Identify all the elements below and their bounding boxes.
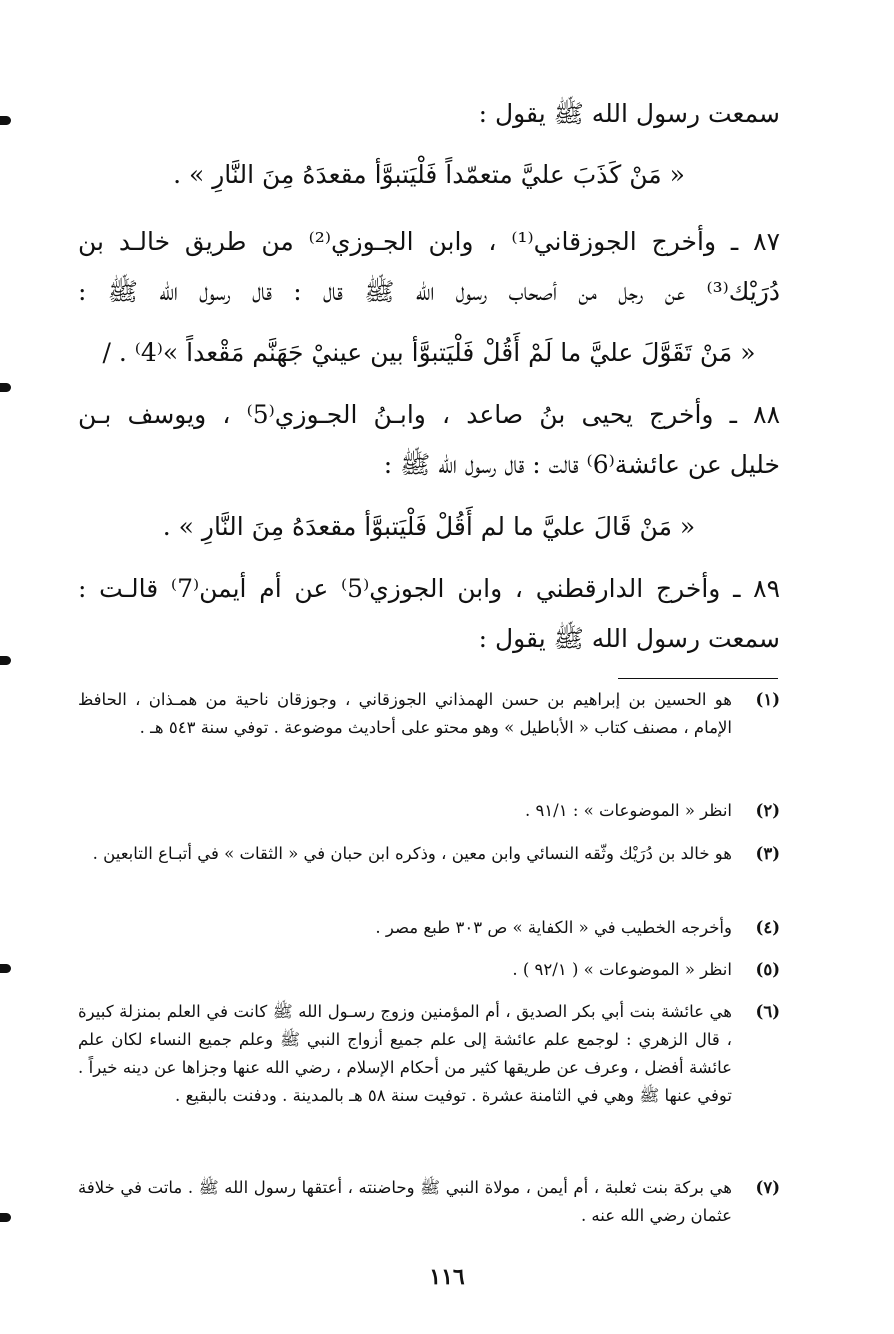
footnote [78, 998, 780, 1110]
footnote-number: (٦) [755, 1002, 780, 1021]
footnote-number: (٢) [755, 801, 780, 820]
footnote-text: هو خالد بن دُرَيْك وثّقه النسائي وابن معين ، وذكره ابن حبان في « الثقات » في أتبـاع التابعين . [92, 844, 732, 863]
footnote-text: هي عائشة بنت أبي بكر الصديق ، أم المؤمنين وزوج رسـول الله ﷺ كانت في العلم بمنزلة كبيرة ، قال الزهري : لوجمع علم عائشة إلى علم جميع أزواج النبي ﷺ وعلم جميع النساء لكان علم عائشة أفضل ، وعرف عن طريقها كثير من أحكام الإسلام ، رضي الله عنها وجزاها عن دينه خيراً . توفي عنها ﷺ وهي في الثامنة عشرة . توفيت سنة ٥٨ هـ بالمدينة . ودفنت بالبقيع . [78, 1002, 732, 1105]
margin-mark [0, 116, 11, 125]
text-line: ٨٨ ـ وأخرج يحيى بنُ صاعد ، وابـنُ الجـوزي⁽5⁾ ، ويوسف بـن [78, 400, 780, 429]
footnote [78, 686, 780, 742]
footnote-number: (٣) [755, 844, 780, 863]
footnote-number: (٥) [755, 960, 780, 979]
footnote-text: انظر « الموضوعات » : ٩١/١ . [524, 801, 732, 820]
footnote-text: هو الحسين بن إبراهيم بن حسن الهمذاني الجوزقاني ، وجوزقان ناحية من همـذان ، الحافظ الإمام ، مصنف كتاب « الأباطيل » وهو محتو على أحاديث موضوعة . توفي سنة ٥٤٣ هـ . [78, 690, 732, 737]
footnote [78, 956, 780, 984]
footnote [78, 797, 780, 825]
footnote-number: (٤) [755, 918, 780, 937]
text-line: ٨٩ ـ وأخرج الدارقطني ، وابن الجوزي⁽5⁾ عن أم أيمن⁽7⁾ قالـت : [78, 574, 780, 603]
footnote-text: وأخرجه الخطيب في « الكفاية » ص ٣٠٣ طبع مصر . [375, 918, 732, 937]
footnote [78, 914, 780, 942]
hadith-quote: « مَنْ كَذَبَ عليَّ متعمّداً فَلْيَتبوَّأ مقعدَهُ مِنَ النَّارِ » . [173, 160, 685, 189]
text-line: ٨٧ ـ وأخرج الجوزقاني⁽¹⁾ ، وابن الجـوزي⁽²⁾ من طريق خالـد بن [78, 227, 780, 256]
text-line: خليل عن عائشة⁽6⁾ قالت : قال رسول الله ﷺ : [383, 450, 780, 479]
footnote-text: هي بركة بنت ثعلبة ، أم أيمن ، مولاة النبي ﷺ وحاضنته ، أعتقها رسول الله ﷺ . ماتت في خلافة عثمان رضي الله عنه . [78, 1178, 732, 1225]
main-text [78, 0, 780, 670]
margin-mark [0, 383, 11, 392]
page-number: ١١٦ [429, 1264, 465, 1290]
hadith-quote: « مَنْ تَقَوَّلَ عليَّ ما لَمْ أَقُلْ فَلْيَتبوَّأ بين عينيْ جَهَنَّم مَقْعداً »⁽4⁾ . / [102, 338, 756, 367]
footnote-text: انظر « الموضوعات » ( ٩٢/١ ) . [512, 960, 732, 979]
footnote-number: (١) [755, 690, 780, 709]
margin-mark [0, 964, 11, 973]
margin-mark [0, 656, 11, 665]
text-line: سمعت رسول الله ﷺ يقول : [478, 624, 780, 653]
text-line: سمعت رسول الله ﷺ يقول : [478, 99, 780, 128]
margin-mark [0, 1213, 11, 1222]
footnote-number: (٧) [755, 1178, 780, 1197]
hadith-quote: « مَنْ قَالَ عليَّ ما لم أَقُلْ فَلْيَتبوَّأ مقعدَهُ مِنَ النَّارِ » . [162, 512, 696, 541]
text-line: دُرَيْك⁽³⁾ عن رجل من أصحاب رسول الله ﷺ قال : قال رسول الله ﷺ : [78, 277, 780, 306]
footnote [78, 1174, 780, 1230]
footnote-separator [618, 678, 778, 679]
footnote [78, 840, 780, 868]
